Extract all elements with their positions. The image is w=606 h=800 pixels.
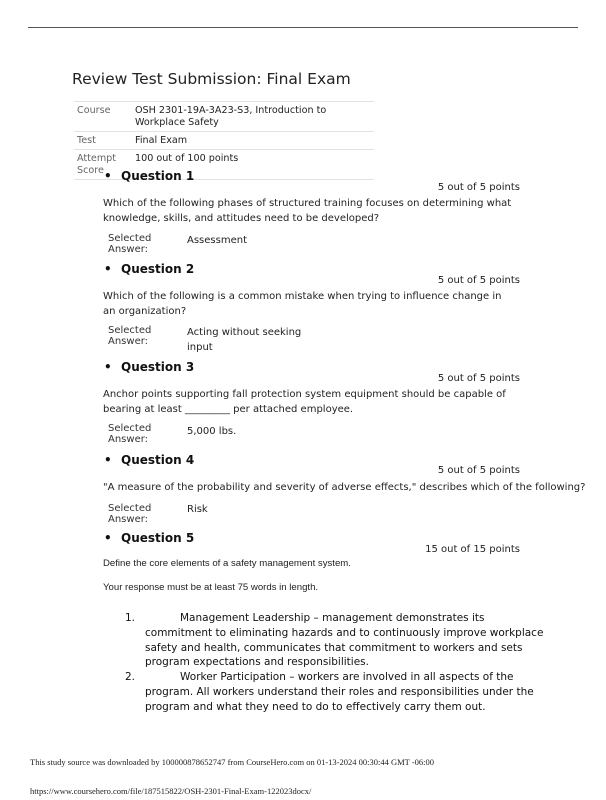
question-2-text: Which of the following is a common mistake when trying to influence change in an organization? — [103, 291, 502, 317]
source-url[interactable]: https://www.coursehero.com/file/187515822/OSH-2301-Final-Exam-122023docx/ — [30, 786, 312, 796]
list-item-number: 2. — [125, 671, 136, 684]
selected-answer-label: Selected Answer: — [108, 325, 152, 347]
question-1-answer: Assessment — [187, 235, 247, 246]
question-2-answer: Acting without seeking input — [187, 327, 302, 353]
question-1-heading — [104, 169, 194, 183]
course-value: OSH 2301-19A-3A23-S3, Introduction to Workplace Safety — [135, 105, 327, 128]
selected-answer-label: Selected Answer: — [108, 503, 152, 525]
meta-label: Course — [77, 105, 111, 116]
list-item — [125, 670, 545, 714]
question-5-response-list — [125, 611, 545, 715]
list-item — [125, 611, 545, 670]
bullet-icon: • — [104, 262, 112, 276]
word-count-instruction: Your response must be at least 75 words in length. — [103, 582, 319, 593]
question-title: Question 3 — [121, 360, 195, 374]
question-4-points: 5 out of 5 points — [437, 465, 520, 476]
question-3-heading — [104, 360, 194, 374]
question-5-points: 15 out of 15 points — [425, 544, 520, 555]
selected-answer-label: Selected Answer: — [108, 233, 152, 255]
question-1-text: Which of the following phases of structured training focuses on determining what knowledge, skills, and attitudes need to be developed? — [103, 198, 512, 224]
bullet-icon: • — [104, 453, 112, 467]
question-5-text: Define the core elements of a safety management system. — [103, 558, 351, 569]
selected-answer-label: Selected Answer: — [108, 423, 152, 445]
question-title: Question 4 — [121, 453, 195, 467]
question-3-points: 5 out of 5 points — [437, 373, 520, 384]
question-5-heading — [104, 531, 194, 545]
meta-label: Test — [77, 135, 96, 146]
question-title: Question 1 — [121, 169, 195, 183]
question-2-heading — [104, 262, 194, 276]
download-note: This study source was downloaded by 100000878652747 from CourseHero.com on 01-13-2024 00:30:44 GMT -06:00 — [30, 757, 435, 767]
question-4-text: "A measure of the probability and severity of adverse effects," describes which of the following? — [103, 482, 586, 493]
attempt-score-value: 100 out of 100 points — [135, 153, 239, 164]
question-4-answer: Risk — [187, 504, 208, 515]
question-3-answer: 5,000 lbs. — [187, 426, 237, 437]
list-item-text: Worker Participation – workers are involved in all aspects of the program. All workers understand their roles and responsibilities under the program and what they need to do to effectively carry them out. — [145, 671, 534, 713]
list-item-number: 1. — [125, 612, 136, 624]
question-2-points: 5 out of 5 points — [437, 275, 520, 286]
question-title: Question 5 — [121, 531, 195, 545]
question-title: Question 2 — [121, 262, 195, 276]
page-title: Review Test Submission: Final Exam — [72, 70, 351, 88]
question-3-text: Anchor points supporting fall protection system equipment should be capable of bearing at least _________ per attached employee. — [103, 389, 506, 415]
bullet-icon: • — [104, 531, 112, 545]
test-value: Final Exam — [135, 135, 188, 146]
bullet-icon: • — [104, 169, 112, 183]
question-4-heading — [104, 453, 194, 467]
question-1-points: 5 out of 5 points — [437, 182, 520, 193]
top-divider — [28, 27, 578, 28]
meta-row-test — [74, 131, 374, 149]
meta-row-course — [74, 101, 374, 131]
bullet-icon: • — [104, 360, 112, 374]
meta-label: Attempt Score — [77, 153, 117, 176]
list-item-text: Management Leadership – management demonstrates its commitment to eliminating hazards and to continuously improve workplace safety and health, communicates that commitment to workers and sets program expectations and responsibilities. — [145, 612, 544, 669]
